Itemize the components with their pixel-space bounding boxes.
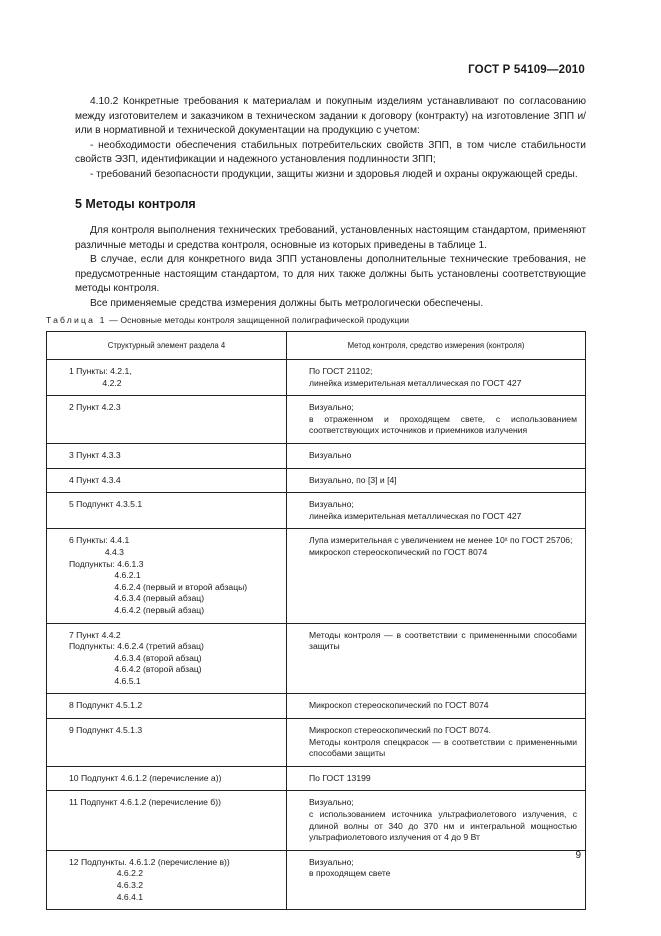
control-method-line: с использованием источника ультрафиолетового излучения, с длиной волны от 340 до 370 нм и интегральной мощностью ультрафиолетового излучения от 4 до 9 Вт: [309, 809, 577, 843]
structural-element-line: 3 Пункт 4.3.3: [69, 449, 121, 460]
structural-element-line: 8 Подпункт 4.5.1.2: [69, 700, 143, 711]
structural-element-line: 4.6.3.4 (второй абзац): [69, 652, 202, 663]
paragraph: Для контроля выполнения технических требований, установленных настоящим стандартом, применяют различные методы и средства контроля, основные из которых приведены в таблице 1.: [75, 225, 586, 251]
table-row: [47, 360, 586, 396]
control-method-cell: [287, 529, 586, 623]
structural-element-line: 9 Подпункт 4.5.1.3: [69, 725, 143, 736]
section-title: 5 Методы контроля: [75, 197, 196, 211]
control-method-cell: [287, 850, 586, 909]
paragraph: В случае, если для конкретного вида ЗПП установлены дополнительные технические требования, не предусмотренные настоящим стандартом, то для них также должны быть установлены соответствующие методы контроля.: [75, 254, 586, 295]
structural-element-cell: [47, 850, 287, 909]
control-method-line: Визуально;: [309, 499, 354, 510]
paragraph: Все применяемые средства измерения должны быть метрологически обеспечены.: [90, 297, 484, 309]
control-method-line: Методы контроля — в соответствии с примененными способами защиты: [309, 629, 577, 652]
structural-element-line: 12 Подпункты. 4.6.1.2 (перечисление в)): [69, 856, 230, 867]
structural-element-cell: [47, 443, 287, 468]
structural-element-cell: [47, 623, 287, 694]
structural-element-line: 4.6.3.4 (первый абзац): [69, 593, 205, 604]
control-method-cell: [287, 719, 586, 767]
structural-element-cell: [47, 791, 287, 850]
structural-element-line: 5 Подпункт 4.3.5.1: [69, 499, 143, 510]
structural-element-line: Подпункты: 4.6.2.4 (третий абзац): [69, 641, 204, 652]
structural-element-cell: [47, 360, 287, 396]
structural-element-cell: [47, 468, 287, 493]
paragraph: 4.10.2 Конкретные требования к материалам и покупным изделиям устанавливают по согласованию между изготовителем и заказчиком в техническом задании к договору (контракту) на изготовление ЗПП и/или в нормативной и технической документации на продукцию с учетом:: [75, 96, 586, 137]
structural-element-line: 4.6.2.4 (первый и второй абзацы): [69, 581, 248, 592]
control-method-line: Микроскоп стереоскопический по ГОСТ 8074.: [309, 725, 491, 736]
table-row: [47, 791, 586, 850]
structural-element-cell: [47, 766, 287, 791]
control-method-line: Визуально;: [309, 402, 354, 413]
table-row: [47, 529, 586, 623]
control-method-cell: [287, 791, 586, 850]
structural-element-line: 4.6.2.1: [69, 570, 141, 581]
paragraph: - необходимости обеспечения стабильных потребительских свойств ЗПП, в том числе стабильности свойств ЭЗП, идентификации и надежного установления подлинности ЗПП;: [75, 139, 586, 166]
structural-element-line: 1 Пункты: 4.2.1,: [69, 366, 132, 376]
table-row: [47, 850, 586, 909]
table-row: [47, 396, 586, 444]
structural-element-cell: [47, 719, 287, 767]
structural-element-line: 4.6.5.1: [69, 675, 141, 686]
control-method-cell: [287, 694, 586, 719]
structural-element-cell: [47, 694, 287, 719]
structural-element-cell: [47, 493, 287, 529]
methods-table: [46, 331, 586, 910]
table-row: [47, 766, 586, 791]
table-row: [47, 493, 586, 529]
control-method-line: Визуально: [309, 449, 352, 460]
requirements-paragraphs: [75, 95, 586, 183]
table-row: [47, 719, 586, 767]
control-method-cell: [287, 766, 586, 791]
table-row: [47, 694, 586, 719]
control-method-line: Лупа измерительная с увеличением не менее 10ˣ по ГОСТ 25706;: [309, 535, 573, 546]
structural-element-cell: [47, 396, 287, 444]
control-method-cell: [287, 360, 586, 396]
structural-element-line: 4.2.2: [69, 377, 122, 388]
control-method-line: микроскоп стереоскопический по ГОСТ 8074: [309, 546, 488, 557]
structural-element-line: 4.6.4.2 (первый абзац): [69, 604, 205, 615]
control-method-line: в отраженном и проходящем свете, с использованием соответствующих источников и приемников излучения: [309, 413, 577, 436]
control-method-line: По ГОСТ 21102;: [309, 366, 373, 376]
control-method-line: линейка измерительная металлическая по ГОСТ 427: [309, 377, 522, 388]
structural-element-cell: [47, 529, 287, 623]
control-method-line: По ГОСТ 13199: [309, 772, 371, 783]
column-header-element: Структурный элемент раздела 4: [47, 332, 287, 360]
paragraph: - требований безопасности продукции, защиты жизни и здоровья людей и охраны окружающей среды.: [90, 168, 578, 180]
structural-element-line: 6 Пункты: 4.4.1: [69, 535, 130, 546]
table-caption-label: Таблица 1: [46, 315, 107, 325]
structural-element-line: 4.6.3.2: [69, 880, 144, 890]
table-header-row: [47, 332, 586, 360]
control-method-line: Методы контроля спецкрасок — в соответствии с примененными способами защиты: [309, 736, 577, 759]
control-method-line: в проходящем свете: [309, 868, 391, 879]
control-method-cell: [287, 443, 586, 468]
table-row: [47, 623, 586, 694]
structural-element-line: 4.6.4.2 (второй абзац): [69, 664, 202, 675]
structural-element-line: 4.6.2.2: [69, 868, 144, 879]
control-method-line: Визуально, по [3] и [4]: [309, 474, 397, 485]
control-method-cell: [287, 493, 586, 529]
structural-element-line: 2 Пункт 4.2.3: [69, 402, 121, 413]
control-method-cell: [287, 623, 586, 694]
structural-element-line: 4 Пункт 4.3.4: [69, 474, 121, 485]
control-method-line: Микроскоп стереоскопический по ГОСТ 8074: [309, 700, 489, 711]
table-caption: [46, 315, 409, 325]
structural-element-line: 4.4.3: [69, 546, 124, 557]
structural-element-line: Подпункты: 4.6.1.3: [69, 558, 144, 569]
structural-element-line: 11 Подпункт 4.6.1.2 (перечисление б)): [69, 797, 221, 808]
control-method-line: Визуально;: [309, 856, 354, 867]
table-body: [47, 360, 586, 910]
page-number: 9: [575, 850, 581, 861]
column-header-method: Метод контроля, средство измерения (контроля): [287, 332, 586, 360]
table-row: [47, 468, 586, 493]
control-method-line: Визуально;: [309, 797, 354, 808]
methods-paragraphs: [75, 224, 586, 312]
control-method-cell: [287, 468, 586, 493]
structural-element-line: 4.6.4.1: [69, 891, 144, 902]
document-header: ГОСТ Р 54109—2010: [468, 64, 585, 76]
control-method-line: линейка измерительная металлическая по ГОСТ 427: [309, 510, 522, 521]
table-row: [47, 443, 586, 468]
structural-element-line: 10 Подпункт 4.6.1.2 (перечисление а)): [69, 772, 222, 783]
structural-element-line: 7 Пункт 4.4.2: [69, 629, 121, 640]
table-caption-text: — Основные методы контроля защищенной полиграфической продукции: [106, 315, 410, 325]
control-method-cell: [287, 396, 586, 444]
